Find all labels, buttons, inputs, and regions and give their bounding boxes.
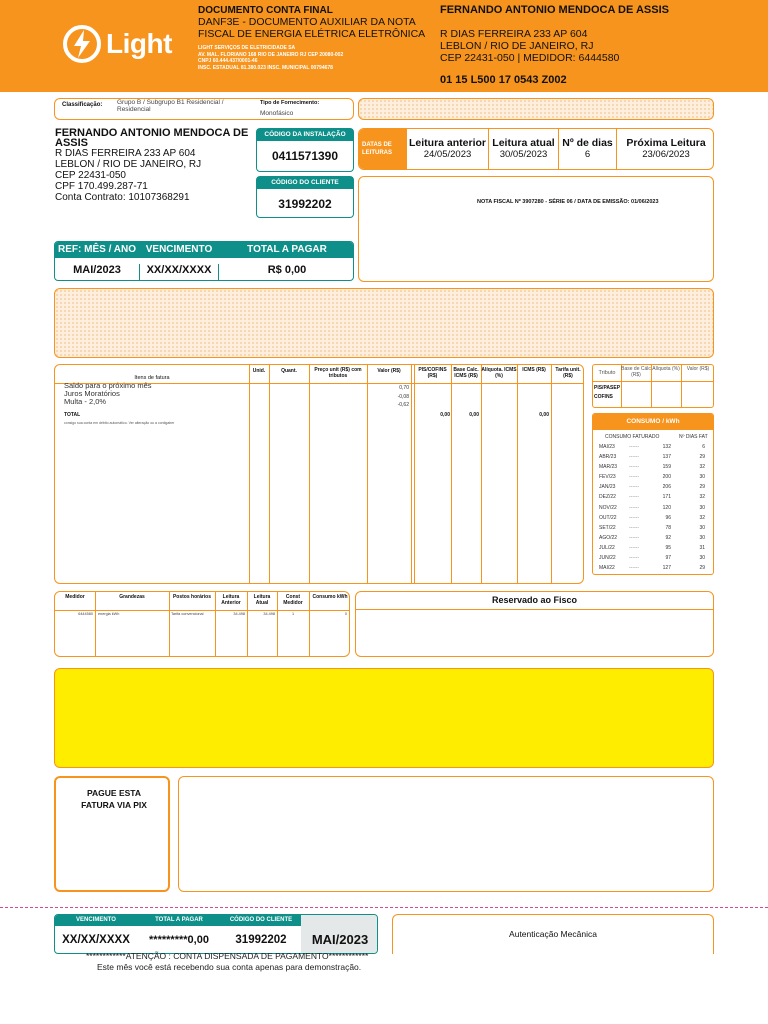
meter-consumo: 0	[344, 612, 347, 616]
stub-client-label: CÓDIGO DO CLIENTE	[229, 917, 293, 923]
header-customer-cep: CEP 22431-050 | MEDIDOR: 6444580	[440, 52, 620, 64]
tributos-box	[592, 364, 714, 408]
cut-line	[0, 907, 768, 908]
fisco-label: Reservado ao Fisco	[491, 595, 578, 605]
consumo-separator: ------	[629, 474, 639, 481]
consumo-separator: ------	[629, 565, 639, 572]
pix-label: PAGUE ESTA FATURA VIA PIX	[81, 788, 147, 810]
consumo-month: MAI/22	[599, 565, 615, 572]
consumo-month: MAR/23	[599, 464, 618, 471]
pix-box	[54, 776, 170, 892]
consumo-row	[593, 472, 713, 482]
consumo-month: OUT/22	[599, 514, 617, 521]
meter-col-const: Const Medidor	[283, 594, 303, 606]
consumo-rows	[593, 442, 713, 573]
installation-code-value: 0411571390	[271, 149, 339, 163]
consumo-month: ABR/23	[599, 454, 617, 461]
stub-box	[54, 914, 378, 954]
readings-box	[358, 128, 714, 170]
logo-text: Light	[106, 28, 172, 59]
consumo-days: 30	[699, 504, 705, 511]
classification-value: Grupo B / Subgrupo B1 Residencial / Residencial	[117, 99, 224, 113]
pix-info-box	[178, 776, 714, 892]
header-customer-address: R DIAS FERREIRA 233 AP 604	[440, 28, 588, 40]
header-customer-city: LEBLON / RIO DE JANEIRO, RJ	[440, 40, 594, 52]
total-value: R$ 0,00	[267, 264, 307, 276]
supply-label: Tipo de Fornecimento:	[260, 100, 320, 106]
meter-col-anterior: Leitura Anterior	[221, 594, 241, 606]
consumo-month: JUL/22	[599, 544, 615, 551]
col-quant: Quant.	[281, 368, 297, 374]
consumo-col-dias: Nº DIAS FAT	[679, 434, 708, 440]
barcode-line: 01 15 L500 17 0543 Z002	[440, 74, 567, 86]
next-reading-label: Próxima Leitura	[626, 137, 706, 149]
prev-reading-label: Leitura anterior	[408, 137, 487, 149]
client-code-value: 31992202	[278, 197, 332, 211]
consumo-month: MAI/23	[599, 444, 615, 450]
header-customer-name: FERNANDO ANTONIO MENDOCA DE ASSIS	[440, 4, 669, 16]
installation-code-label: CÓDIGO DA INSTALAÇÃO	[257, 129, 353, 141]
lightning-logo-icon	[62, 24, 102, 64]
due-value: XX/XX/XXXX	[139, 264, 219, 281]
messages-box	[54, 288, 714, 358]
stub-due-label: VENCIMENTO	[76, 917, 116, 923]
meter-posto: Tarifa convencional	[171, 612, 204, 616]
consumo-separator: ------	[629, 514, 639, 521]
consumo-kwh: 78	[665, 524, 671, 531]
consumo-month: FEV/23	[599, 474, 616, 481]
consumo-days: 6	[702, 444, 705, 450]
consumo-row	[593, 462, 713, 472]
auth-box	[392, 914, 714, 954]
meter-col-consumo: Consumo kWh	[312, 594, 348, 600]
consumo-kwh: 137	[662, 454, 671, 461]
consumo-separator: ------	[629, 544, 639, 551]
consumo-kwh: 159	[662, 464, 671, 471]
consumo-row	[593, 492, 713, 502]
stub-ref-cell	[301, 915, 378, 953]
consumo-kwh: 132	[662, 444, 671, 450]
consumo-separator: ------	[629, 555, 639, 562]
items-table	[54, 364, 584, 584]
ref-label: REF: MÊS / ANO	[58, 244, 136, 255]
customer-city: LEBLON / RIO DE JANEIRO, RJ	[55, 159, 202, 170]
consumo-days: 29	[699, 454, 705, 461]
classification-label: Classificação:	[62, 102, 103, 108]
next-reading-value: 23/06/2023	[642, 149, 690, 160]
consumo-month: DEZ/22	[599, 494, 616, 501]
company-line: AV. MAL. FLORIANO 168 RIO DE JANEIRO RJ CEP 20080-002	[198, 51, 344, 58]
col-preco: Preço unit (R$) com tributos	[314, 367, 362, 379]
invoice-note-box	[358, 176, 714, 282]
value-multa: -0,62	[397, 402, 409, 408]
consumo-days: 32	[699, 494, 705, 501]
customer-cep: CEP 22431-050	[55, 170, 126, 181]
trib-col-tributo: Tributo	[598, 370, 616, 376]
consumo-month: SET/22	[599, 524, 616, 531]
col-valor: Valor (R$)	[377, 368, 401, 374]
meter-col-medidor: Medidor	[65, 594, 85, 600]
consumo-separator: ------	[629, 524, 639, 531]
consumo-kwh: 92	[665, 534, 671, 541]
prev-reading-cell	[407, 129, 489, 169]
item-multa: Multa - 2,0%	[64, 397, 107, 406]
col-base: Base Calc. ICMS (R$)	[453, 367, 479, 379]
days-label: Nº de dias	[562, 137, 613, 149]
company-info	[198, 45, 438, 71]
consumo-row	[593, 513, 713, 523]
fisco-box	[355, 591, 714, 657]
col-items: Itens de fatura	[134, 375, 170, 381]
consumo-days: 30	[699, 534, 705, 541]
consumo-separator: ------	[629, 494, 639, 501]
consumo-row	[593, 533, 713, 543]
col-aliquota: Alíquota. ICMS (%)	[481, 367, 517, 379]
consumo-days: 30	[699, 474, 705, 481]
total-pis: 0,00	[440, 412, 450, 418]
consumo-separator: ------	[629, 444, 639, 450]
trib-pis: PIS/PASEP	[594, 385, 621, 391]
auth-label: Autenticação Mecânica	[509, 929, 597, 939]
col-icms: ICMS (R$)	[522, 367, 546, 373]
doc-title: DOCUMENTO CONTA FINAL	[198, 5, 333, 16]
meter-anterior: 34.498	[233, 612, 245, 616]
consumo-days: 30	[699, 524, 705, 531]
consumo-kwh: 206	[662, 484, 671, 491]
items-row	[64, 382, 244, 406]
client-code-box	[256, 176, 354, 218]
stub-due-value: XX/XX/XXXX	[62, 934, 130, 946]
meter-atual: 34.498	[263, 612, 275, 616]
readings-dates-label-cell	[359, 129, 407, 169]
items-total-label: TOTAL	[64, 412, 81, 418]
meter-table	[54, 591, 350, 657]
consumo-row	[593, 452, 713, 462]
debit-note: consigo sua conta em débito automático. Ver alteração ou a contigaber	[64, 421, 175, 425]
consumo-month: NOV/22	[599, 504, 617, 511]
item-saldo: Saldo para o próximo mês	[64, 381, 152, 390]
consumo-days: 32	[699, 464, 705, 471]
consumo-row	[593, 442, 713, 452]
contract-account: Conta Contrato: 10107368291	[55, 192, 190, 203]
classification-box	[54, 98, 354, 120]
consumo-days: 29	[699, 565, 705, 572]
consumo-row	[593, 503, 713, 513]
total-label: TOTAL A PAGAR	[247, 244, 327, 255]
consumo-row	[593, 482, 713, 492]
top-right-blank-box	[358, 98, 714, 120]
meter-col-grandezas: Grandezas	[119, 594, 145, 600]
consumo-col-faturado: CONSUMO FATURADO	[605, 434, 660, 440]
doc-subtitle: DANF3E - DOCUMENTO AUXILIAR DA NOTA FISCAL DE ENERGIA ELÉTRICA ELETRÔNICA	[198, 16, 426, 40]
yellow-banner	[54, 668, 714, 768]
company-line: LIGHT SERVIÇOS DE ELETRICIDADE SA	[198, 45, 296, 51]
consumo-separator: ------	[629, 484, 639, 491]
consumo-days: 30	[699, 555, 705, 562]
consumo-days: 32	[699, 514, 705, 521]
installation-code-box	[256, 128, 354, 172]
curr-reading-cell	[489, 129, 559, 169]
col-pis: PIS/COFINS (R$)	[418, 367, 447, 379]
consumo-kwh: 96	[665, 514, 671, 521]
col-unid: Unid.	[252, 368, 266, 374]
consumo-separator: ------	[629, 534, 639, 541]
customer-name: FERNANDO ANTONIO MENDOCA DE ASSIS	[55, 127, 249, 149]
stub-total-label: TOTAL A PAGAR	[155, 917, 203, 923]
items-values	[367, 384, 409, 410]
invoice-note: NOTA FISCAL Nº 3907280 - SÉRIE 06 / DATA DE EMISSÃO: 01/06/2023	[477, 199, 659, 205]
stub-total-value: *********0,00	[149, 934, 209, 946]
total-icms: 0,00	[539, 412, 549, 418]
consumo-separator: ------	[629, 504, 639, 511]
meter-const: 1	[291, 612, 295, 616]
readings-dates-label: DATAS DE LEITURAS	[362, 142, 392, 156]
trib-col-valor: Valor (R$)	[686, 366, 710, 372]
consumo-kwh: 200	[662, 474, 671, 481]
consumo-month: AGO/22	[599, 534, 618, 541]
due-label: VENCIMENTO	[145, 244, 213, 255]
consumo-box	[592, 413, 714, 575]
consumo-row	[593, 523, 713, 533]
consumo-month: JAN/23	[599, 484, 616, 491]
curr-reading-label: Leitura atual	[492, 137, 555, 149]
consumo-month: JUN/22	[599, 555, 616, 562]
stub-client-value: 31992202	[235, 934, 287, 946]
consumo-days: 31	[699, 544, 705, 551]
payment-warning: ************ATENÇÃO : CONTA DISPENSADA DE PAGAMENTO************	[86, 951, 369, 961]
days-value: 6	[584, 149, 591, 160]
light-logo	[62, 24, 192, 68]
consumo-separator: ------	[629, 454, 639, 461]
consumo-kwh: 171	[662, 494, 671, 501]
meter-col-postos: Postos horários	[172, 594, 212, 600]
next-reading-cell	[617, 129, 714, 169]
summary-box	[54, 241, 354, 281]
days-cell	[559, 129, 617, 169]
prev-reading-value: 24/05/2023	[423, 149, 472, 160]
consumo-kwh: 120	[662, 504, 671, 511]
trib-col-aliquota: Alíquota (%)	[652, 366, 680, 372]
consumo-title: CONSUMO / kWh	[593, 414, 713, 430]
company-line: INSC. ESTADUAL 81.380.023 INSC. MUNICIPAL 00794678	[198, 64, 333, 71]
col-tarifa: Tarifa unit. (R$)	[555, 367, 581, 379]
supply-value: Monofásico	[260, 110, 294, 117]
item-juros: Juros Moratórios	[64, 389, 120, 398]
ref-value: MAI/2023	[73, 264, 121, 276]
consumo-kwh: 127	[662, 565, 671, 572]
value-juros: -0,08	[397, 393, 409, 400]
customer-block	[55, 128, 255, 203]
meter-medidor: 6444580	[78, 612, 93, 616]
company-line: CNPJ 60.444.437/0001-46	[198, 58, 258, 64]
trib-col-base: Base de Cálc (R$)	[621, 366, 651, 378]
stub-ref-value: MAI/2023	[311, 932, 369, 947]
consumo-separator: ------	[629, 464, 639, 471]
consumo-kwh: 97	[665, 555, 671, 562]
value-saldo: 0,70	[399, 385, 409, 391]
consumo-row	[593, 563, 713, 573]
customer-address: R DIAS FERREIRA 233 AP 604	[55, 148, 196, 159]
curr-reading-value: 30/05/2023	[499, 149, 548, 160]
demo-note: Este mês você está recebendo sua conta apenas para demonstração.	[97, 962, 362, 972]
consumo-days: 29	[699, 484, 705, 491]
customer-cpf: CPF 170.499.287-71	[55, 181, 148, 192]
meter-grandeza: energia kWh	[98, 612, 120, 616]
total-base: 0,00	[469, 412, 479, 418]
client-code-label: CÓDIGO DO CLIENTE	[257, 177, 353, 189]
trib-cofins: COFINS	[594, 394, 613, 400]
meter-col-atual: Leitura Atual	[253, 594, 271, 606]
consumo-kwh: 95	[665, 544, 671, 551]
consumo-row	[593, 543, 713, 553]
consumo-row	[593, 553, 713, 563]
